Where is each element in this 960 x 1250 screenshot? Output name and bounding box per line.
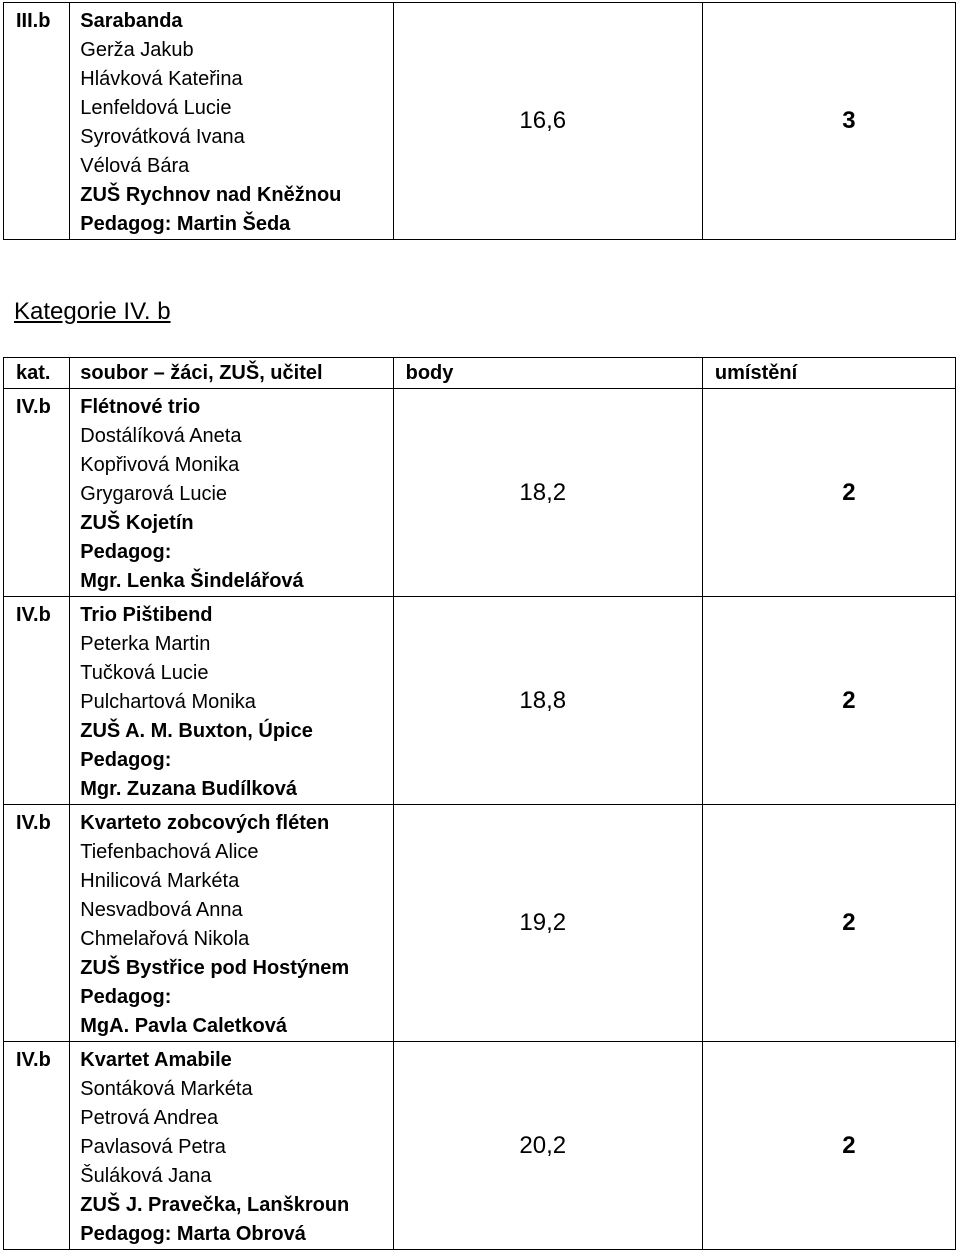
ensemble-lines [70, 389, 392, 596]
points-cell: 20,2 [393, 1042, 702, 1250]
section-heading: Kategorie IV. b [14, 298, 171, 325]
category-cell: IV.b [4, 1042, 70, 1250]
ensemble-line: ZUŠ Bystřice pod Hostýnem [80, 957, 350, 979]
category-iv-b-table [3, 357, 956, 1250]
ensemble-line: Syrovátková Ivana [80, 126, 245, 148]
ensemble-line: Hnilicová Markéta [80, 870, 240, 892]
ensemble-line: Tiefenbachová Alice [80, 841, 259, 863]
ensemble-cell [70, 805, 393, 1042]
placement-cell: 2 [702, 805, 955, 1042]
ensemble-lines [70, 805, 392, 1041]
results-row [4, 389, 956, 597]
ensemble-name: Sarabanda [80, 10, 183, 32]
points-cell: 19,2 [393, 805, 702, 1042]
ensemble-line: ZUŠ Kojetín [80, 512, 194, 534]
ensemble-line: Hlávková Kateřina [80, 68, 243, 90]
ensemble-name: Kvarteto zobcových fléten [80, 812, 330, 834]
results-row [4, 1042, 956, 1250]
ensemble-cell [70, 1042, 393, 1250]
header-category: kat. [4, 358, 70, 389]
points-cell: 18,2 [393, 389, 702, 597]
points-cell: 18,8 [393, 597, 702, 805]
ensemble-cell [70, 389, 393, 597]
ensemble-lines [70, 1042, 392, 1249]
category-cell: IV.b [4, 389, 70, 597]
ensemble-line: Gerža Jakub [80, 39, 194, 61]
results-row [4, 597, 956, 805]
ensemble-line: Pedagog: [80, 541, 172, 563]
ensemble-line: Peterka Martin [80, 633, 211, 655]
ensemble-line: Dostálíková Aneta [80, 425, 242, 447]
ensemble-line: Vélová Bára [80, 155, 190, 177]
placement-cell: 2 [702, 597, 955, 805]
ensemble-name: Trio Pištibend [80, 604, 213, 626]
header-placement: umístění [702, 358, 955, 389]
results-row [4, 805, 956, 1042]
header-row [4, 358, 956, 389]
category-cell: IV.b [4, 597, 70, 805]
ensemble-line: Šuláková Jana [80, 1165, 212, 1187]
ensemble-line: ZUŠ A. M. Buxton, Úpice [80, 720, 313, 742]
ensemble-line: Pedagog: [80, 749, 172, 771]
placement-cell: 2 [702, 389, 955, 597]
ensemble-line: Mgr. Lenka Šindelářová [80, 570, 304, 592]
ensemble-line: Petrová Andrea [80, 1107, 219, 1129]
category-cell: IV.b [4, 805, 70, 1042]
ensemble-line: Pedagog: Martin Šeda [80, 213, 291, 235]
ensemble-line: Chmelařová Nikola [80, 928, 250, 950]
ensemble-line: Kopřivová Monika [80, 454, 240, 476]
results-row [4, 3, 956, 240]
ensemble-name: Kvartet Amabile [80, 1049, 232, 1071]
ensemble-line: Lenfeldová Lucie [80, 97, 232, 119]
category-cell: III.b [4, 3, 70, 240]
header-points: body [393, 358, 702, 389]
previous-category-table [3, 2, 956, 240]
ensemble-line: Grygarová Lucie [80, 483, 228, 505]
ensemble-line: Pedagog: [80, 986, 172, 1008]
ensemble-line: Pavlasová Petra [80, 1136, 226, 1158]
placement-cell: 3 [702, 3, 955, 240]
ensemble-cell [70, 3, 393, 240]
ensemble-line: Nesvadbová Anna [80, 899, 243, 921]
ensemble-line: Pedagog: Marta Obrová [80, 1223, 306, 1245]
ensemble-lines [70, 3, 392, 239]
ensemble-line: Sontáková Markéta [80, 1078, 253, 1100]
ensemble-lines [70, 597, 392, 804]
ensemble-line: Tučková Lucie [80, 662, 209, 684]
ensemble-line: MgA. Pavla Caletková [80, 1015, 288, 1037]
ensemble-line: Mgr. Zuzana Budílková [80, 778, 297, 800]
header-ensemble: soubor – žáci, ZUŠ, učitel [70, 358, 393, 389]
ensemble-name: Flétnové trio [80, 396, 201, 418]
ensemble-line: Pulchartová Monika [80, 691, 256, 713]
ensemble-cell [70, 597, 393, 805]
points-cell: 16,6 [393, 3, 702, 240]
ensemble-line: ZUŠ Rychnov nad Kněžnou [80, 184, 342, 206]
placement-cell: 2 [702, 1042, 955, 1250]
ensemble-line: ZUŠ J. Pravečka, Lanškroun [80, 1194, 350, 1216]
